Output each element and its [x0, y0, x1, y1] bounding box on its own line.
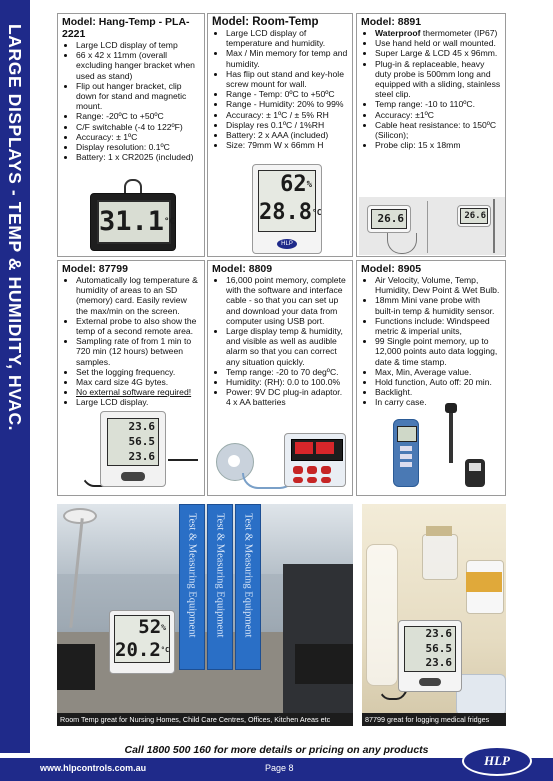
lcd-temp-reading: 28.8 [259, 200, 312, 225]
spec-item: • Functions include: Windspeed metric & imperial units, [375, 316, 501, 336]
spec-item: • Large display temp & humidity, and visible as well as audible alarm so that you can correct any situation quickly. [226, 326, 348, 367]
spec-item: • 18mm Mini vane probe with built-in temp & humidity sensor. [375, 295, 501, 315]
spec-item: • In carry case. [375, 397, 501, 407]
product-model: Model: 8905 [361, 263, 422, 275]
lcd-humidity-reading: 62 [280, 172, 307, 197]
product-model: Model: 8809 [212, 263, 273, 275]
lcd-humidity-reading: 56.5 [425, 641, 452, 655]
product-model: Model: 8891 [361, 16, 422, 28]
lcd-unit: % [306, 180, 312, 190]
lcd-temp-reading: 26.6 [377, 212, 404, 225]
sidebar-banner [0, 0, 30, 753]
spec-item: • Display resolution: 0.1ºC [76, 142, 200, 152]
spec-item: • Accuracy: ± 1ºC [76, 132, 200, 142]
spec-item: • Large LCD display of temp [76, 40, 200, 50]
book-spine [235, 504, 261, 670]
book-spine [207, 504, 233, 670]
lcd-probe-reading: 23.6 [425, 656, 452, 669]
lcd-humidity-reading: 56.5 [128, 435, 155, 448]
lcd-unit: °C [164, 217, 175, 227]
product-card-hang-temp [57, 13, 205, 257]
product-8905-image [393, 403, 493, 491]
lcd-probe-reading: 23.6 [128, 450, 155, 463]
spec-item: • Has flip out stand and key-hole screw mount for wall. [226, 69, 348, 89]
spec-item: • 99 Single point memory, up to 12,000 points auto data logging, date & time stamp. [375, 336, 501, 367]
medical-fridge-photo [362, 504, 506, 726]
spec-item: • Accuracy: ±1ºC [375, 110, 501, 120]
spec-item: • Super Large & LCD 45 x 96mm. [375, 48, 501, 58]
hang-temp-product-image [90, 179, 176, 251]
book-title: Test & Measuring Equipment [214, 513, 226, 638]
spec-item: • 16,000 point memory, complete with the software and interface cable - so that you can set up and download your data from computer using USB port. [226, 275, 348, 326]
spec-item: • Battery: 1 x CR2025 (included) [76, 152, 200, 162]
spec-item: • Range: -20ºC to +50ºC [76, 111, 200, 121]
product-card-8905 [356, 260, 506, 496]
lcd-unit: % [161, 623, 166, 632]
spec-item: • Hold function, Auto off: 20 min. [375, 377, 501, 387]
room-temp-office-photo [57, 504, 353, 726]
spec-item: • Max, Min, Average value. [375, 367, 501, 377]
spec-item: • Accuracy: ± 1ºC / ± 5% RH [226, 110, 348, 120]
lcd-temp-reading: 26.6 [464, 211, 486, 221]
room-temp-in-photo [109, 610, 175, 674]
product-model: Model: Hang-Temp - PLA-2221 [62, 16, 190, 40]
spec-item: • No external software required! [76, 387, 200, 397]
product-model: Model: Room-Temp [212, 16, 319, 28]
book-spine [179, 504, 205, 670]
product-8809-image [212, 429, 350, 491]
spec-item: • Automatically log temperature & humidity of areas to an SD (memory) card. Easily review the max/min on the screen. [76, 275, 200, 316]
footer-bar [0, 753, 553, 781]
lcd-temp-reading: 23.6 [425, 627, 452, 640]
lcd-temp-reading: 20.2 [115, 639, 161, 661]
spec-list [357, 28, 505, 150]
hlp-logo: HLP [462, 746, 532, 776]
spec-item: • Size: 79mm W x 66mm H [226, 140, 348, 150]
spec-item: • Max card size 4G bytes. [76, 377, 200, 387]
spec-item: • Range - Humidity: 20% to 99% [226, 99, 348, 109]
product-8891-image [359, 197, 505, 255]
spec-item: • Air Velocity, Volume, Temp, Humidity, Dew Point & Wet Bulb. [375, 275, 501, 295]
product-model: Model: 87799 [62, 263, 128, 275]
product-card-room-temp [207, 13, 353, 257]
brand-badge: HLP [277, 239, 297, 249]
lcd-unit: °C [160, 646, 170, 654]
spec-item: • Large LCD display of temperature and humidity. [226, 28, 348, 48]
spec-item: • Set the logging frequency. [76, 367, 200, 377]
product-card-8891 [356, 13, 506, 257]
spec-list [58, 40, 204, 162]
spec-item: • Temp range: -20 to 70 degºC. [226, 367, 348, 377]
spec-list [208, 28, 352, 150]
photo-caption: 87799 great for logging medical fridges [362, 713, 506, 726]
call-to-action: Call 1800 500 160 for more details or pricing on any products [124, 744, 429, 756]
book-title: Test & Measuring Equipment [186, 513, 198, 638]
spec-item: • Plug-in & replaceable, heavy duty probe is 500mm long and equipped with a sliding, stainless steel clip. [375, 59, 501, 100]
spec-item: • Display res 0.1ºC / 1%RH [226, 120, 348, 130]
product-87799-image [78, 411, 198, 491]
spec-list [357, 275, 505, 408]
sidebar-title: LARGE DISPLAYS - TEMP & HUMIDITY, HVAC. [5, 24, 25, 432]
spec-item [375, 28, 501, 38]
spec-item: • Large LCD display. [76, 397, 200, 407]
spec-item: • Flip out hanger bracket, clip down for stand and magnetic mount. [76, 81, 200, 112]
spec-item: • 66 x 42 x 11mm (overall excluding hanger bracket when used as stand) [76, 50, 200, 81]
page-number: Page 8 [265, 763, 294, 773]
spec-item: • Backlight. [375, 387, 501, 397]
spec-list [58, 275, 204, 408]
product-card-8809 [207, 260, 353, 496]
room-temp-product-image [252, 164, 322, 254]
book-title: Test & Measuring Equipment [242, 513, 254, 638]
spec-item: • Range - Temp: 0ºC to +50ºC [226, 89, 348, 99]
lcd-temp-reading: 23.6 [128, 420, 155, 433]
spec-item: • External probe to also show the temp of a second remote area. [76, 316, 200, 336]
photo-caption: Room Temp great for Nursing Homes, Child Care Centres, Offices, Kitchen Areas etc [57, 713, 353, 726]
spec-item: • Cable heat resistance: to 150ºC (Silicon); [375, 120, 501, 140]
spec-item: • Temp range: -10 to 110ºC. [375, 99, 501, 109]
spec-item: • Use hand held or wall mounted. [375, 38, 501, 48]
spec-item: • Sampling rate of from 1 min to 720 min (12 hours) between samples. [76, 336, 200, 367]
spec-item: • C/F switchable (-4 to 122ºF) [76, 122, 200, 132]
spec-item: • Max / Min memory for temp and humidity. [226, 48, 348, 68]
lcd-temp-reading: 31.1 [99, 206, 165, 237]
website-link[interactable]: www.hlpcontrols.com.au [40, 763, 147, 773]
87799-in-photo [398, 620, 462, 692]
product-card-87799 [57, 260, 205, 496]
spec-item: • Power: 9V DC plug-in adaptor. 4 x AA batteries [226, 387, 348, 407]
spec-item: • Probe clip: 15 x 18mm [375, 140, 501, 150]
lcd-humidity-reading: 52 [138, 616, 162, 638]
spec-bold: Waterproof [375, 28, 421, 38]
spec-item: • Battery: 2 x AAA (included) [226, 130, 348, 140]
spec-item: • Humidity: (RH): 0.0 to 100.0% [226, 377, 348, 387]
spec-list [208, 275, 352, 408]
lcd-unit: °C [311, 208, 322, 217]
spec-text: thermometer (IP67) [420, 28, 498, 38]
